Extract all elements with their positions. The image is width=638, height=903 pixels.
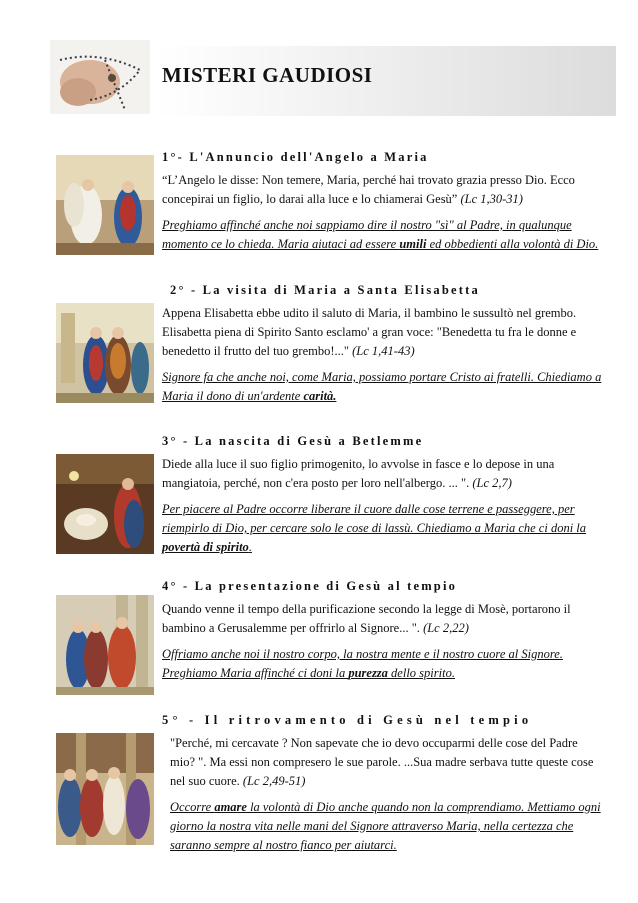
mystery-title: 2° - La visita di Maria a Santa Elisabetta: [170, 283, 480, 297]
rosary-hands-image: [50, 40, 150, 114]
scripture-ref: (Lc 2,49-51): [242, 774, 306, 788]
mystery-passage: Diede alla luce il suo figlio primogenito, lo avvolse in fasce e lo depose in una mangiatoia, perché, non c'era posto per loro nell'albergo. ... ". (Lc 2,7): [162, 457, 555, 490]
virtue: umili: [399, 237, 427, 251]
mystery-prayer: Preghiamo affinché anche noi sappiamo dire il nostro "sì" al Padre, in qualunque momento ce lo chieda. Maria aiutaci ad essere umili ed obbedienti alla volontà di Dio.: [162, 218, 599, 251]
scripture-ref: (Lc 1,41-43): [352, 344, 415, 358]
mystery-4-text: [162, 579, 602, 683]
visitation-painting: [56, 303, 154, 403]
virtue: purezza: [348, 666, 388, 680]
mystery-title: 5° - Il ritrovamento di Gesù nel tempio: [162, 713, 533, 727]
mystery-2-text: [162, 283, 602, 406]
virtue: povertà di spirito: [162, 540, 249, 554]
scripture-ref: (Lc 1,30-31): [460, 192, 523, 206]
mystery-1-text: [162, 150, 602, 254]
mystery-title: 4° - La presentazione di Gesù al tempio: [162, 579, 458, 593]
virtue: carità.: [303, 389, 337, 403]
mystery-passage: Appena Elisabetta ebbe udito il saluto di Maria, il bambino le sussultò nel grembo. Elisabetta piena di Spirito Santo esclamo' a gran voce: "Benedetta tu fra le donne e benedetto il frutto del tuo grembo!..." (Lc 1,41-43): [162, 306, 577, 358]
mystery-prayer: Per piacere al Padre occorre liberare il cuore dalle cose terrene e passeggere, per riempirlo di Dio, per cercare solo le cose di lassù. Chiediamo a Maria che ci doni la povertà di spirito.: [162, 502, 587, 554]
page-title: MISTERI GAUDIOSI: [162, 63, 373, 87]
mystery-5-text: [162, 713, 602, 855]
presentation-painting: [56, 595, 154, 695]
mystery-prayer: Signore fa che anche noi, come Maria, possiamo portare Cristo ai fratelli. Chiediamo a Maria il dono di un'ardente carità.: [162, 370, 602, 403]
mystery-prayer: Occorre amare la volontà di Dio anche quando non la comprendiamo. Mettiamo ogni giorno la nostra vita nelle mani del Signore attraverso Maria, nella certezza che saranno sempre al nostro fianco per aiutarci.: [170, 800, 601, 852]
mystery-passage: “L’Angelo le disse: Non temere, Maria, perché hai trovato grazia presso Dio. Ecco concepirai un figlio, lo darai alla luce e lo chiamerai Gesù” (Lc 1,30-31): [162, 173, 575, 206]
mystery-passage: Quando venne il tempo della purificazione secondo la legge di Mosè, portarono il bambino a Gerusalemme per offrirlo al Signore... ". (Lc 2,22): [162, 602, 571, 635]
scripture-ref: (Lc 2,7): [472, 476, 512, 490]
finding-in-temple-painting: [56, 733, 154, 845]
virtue: amare: [214, 800, 247, 814]
scripture-ref: (Lc 2,22): [423, 621, 469, 635]
annunciation-painting: [56, 155, 154, 255]
mystery-passage: "Perché, mi cercavate ? Non sapevate che io devo occuparmi delle cose del Padre mio? ". Ma essi non compresero le sue parole. ...Sua madre serbava tutte queste cose nel suo cuore. (Lc 2,49-51): [170, 736, 594, 788]
nativity-painting: [56, 454, 154, 554]
mystery-title: 3° - La nascita di Gesù a Betlemme: [162, 434, 424, 448]
mystery-title: 1°- L'Annuncio dell'Angelo a Maria: [162, 150, 429, 164]
mystery-3-text: [162, 434, 602, 557]
mystery-prayer: Offriamo anche noi il nostro corpo, la nostra mente e il nostro cuore al Signore. Preghiamo Maria affinché ci doni la purezza dello spirito.: [162, 647, 563, 680]
